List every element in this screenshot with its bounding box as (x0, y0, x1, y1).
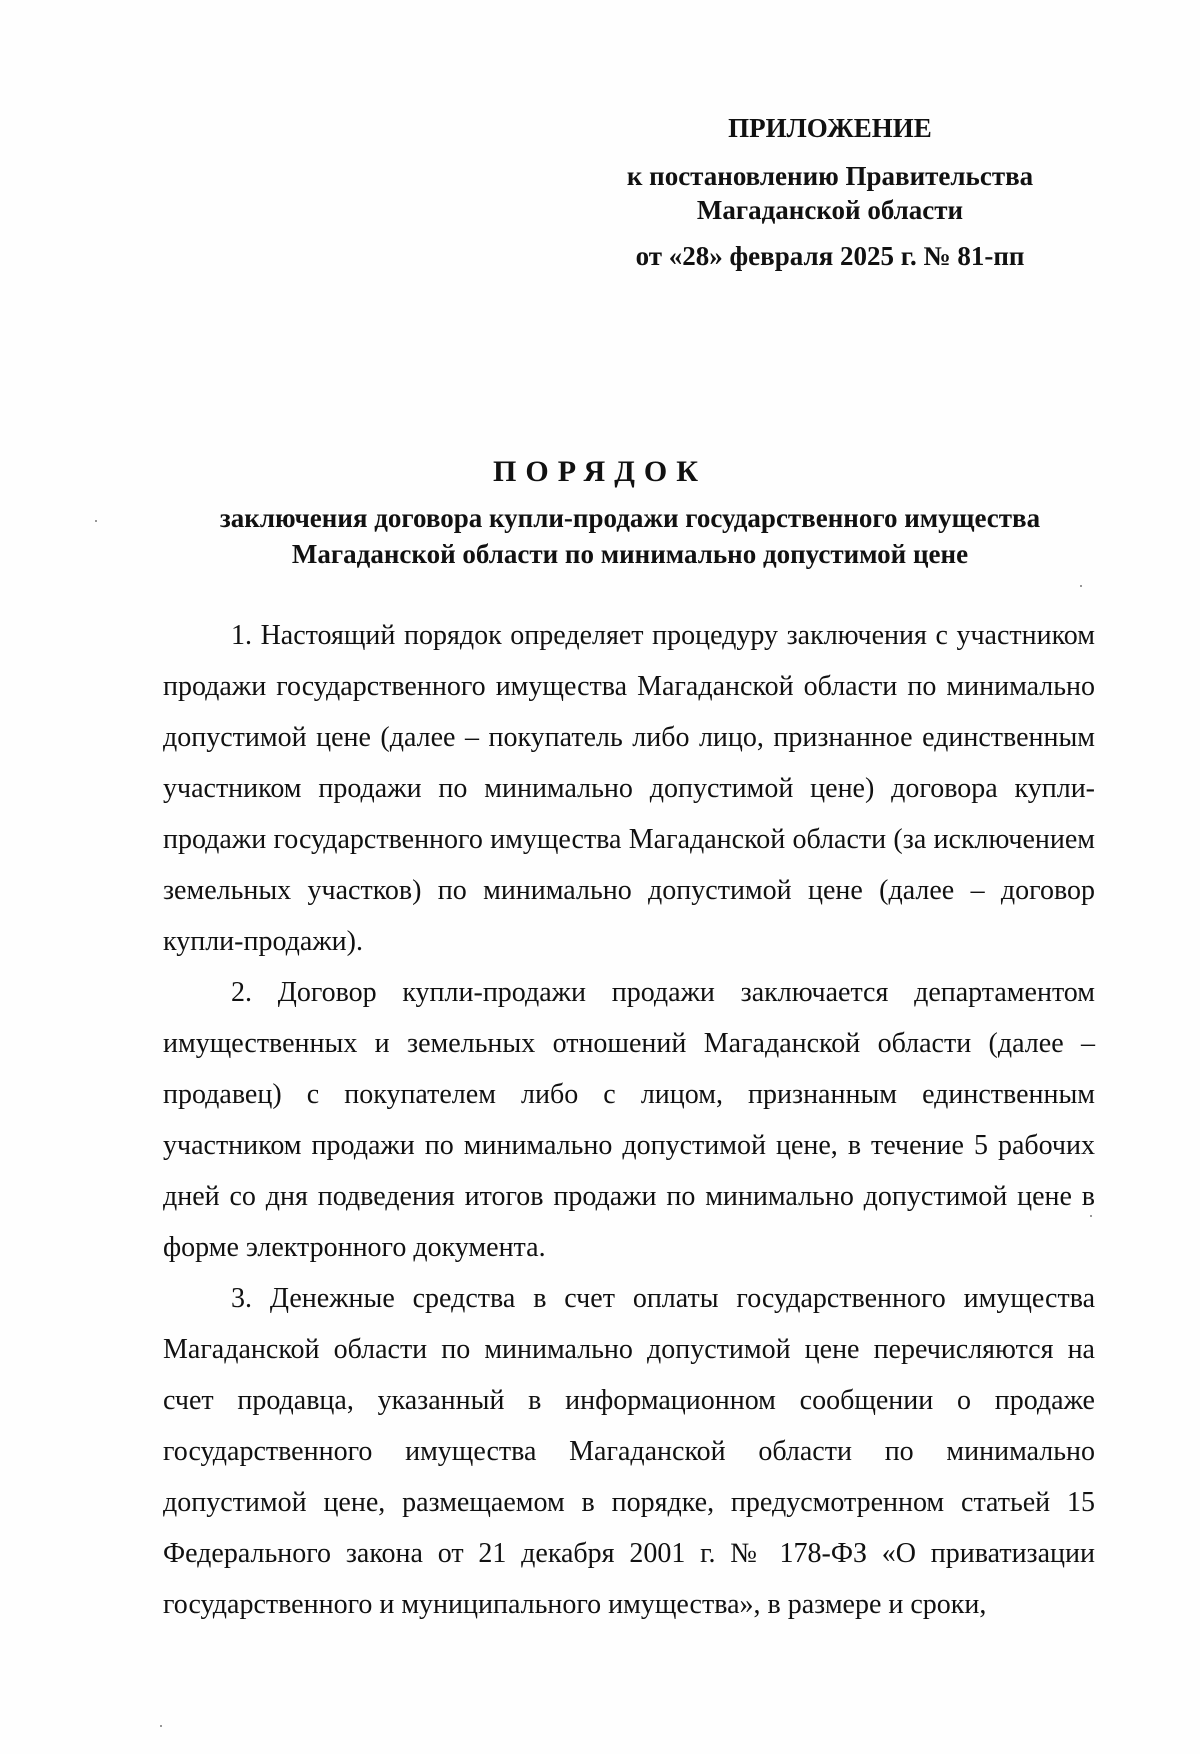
scan-speck (1080, 585, 1082, 587)
scan-speck (160, 1725, 162, 1727)
paragraph-2: 2. Договор купли-продажи продажи заключается департаментом имущественных и земельных отношений Магаданской области (далее – продавец) с покупателем либо с лицом, признанным единственным участником продажи по минимально допустимой цене, в течение 5 рабочих дней со дня подведения итогов продажи по минимально допустимой цене в форме электронного документа. (163, 977, 1095, 1263)
scan-speck (95, 520, 97, 522)
document-subtitle-line-1: заключения договора купли-продажи государственного имущества (219, 503, 1041, 533)
appendix-header (560, 110, 1100, 274)
appendix-title: ПРИЛОЖЕНИЕ (728, 113, 932, 143)
document-title: ПОРЯДОК (493, 455, 707, 488)
appendix-resolution-line: к постановлению Правительства (626, 161, 1034, 191)
scan-speck (1090, 1215, 1092, 1217)
document-subtitle (165, 500, 1095, 572)
paragraph-3: 3. Денежные средства в счет оплаты государственного имущества Магаданской области по минимально допустимой цене перечисляются на счет продавца, указанный в информационном сообщении о продаже государственного имущества Магаданской области по минимально допустимой цене, размещаемом в порядке, предусмотренном статьей 15 Федерального закона от 21 декабря 2001 г. № 178-ФЗ «О приватизации государственного и муниципального имущества», в размере и сроки, (163, 1283, 1095, 1620)
document-subtitle-line-2: Магаданской области по минимально допустимой цене (291, 539, 969, 569)
appendix-date-line: от «28» февраля 2025 г. № 81-пп (635, 241, 1025, 271)
paragraph-1: 1. Настоящий порядок определяет процедуру заключения с участником продажи государственного имущества Магаданской области по минимально допустимой цене (далее – покупатель либо лицо, признанное единственным участником продажи по минимально допустимой цене) договора купли-продажи государственного имущества Магаданской области (за исключением земельных участков) по минимально допустимой цене (далее – договор купли-продажи). (163, 620, 1095, 957)
document-body (163, 610, 1095, 1630)
appendix-region-line: Магаданской области (696, 195, 964, 225)
